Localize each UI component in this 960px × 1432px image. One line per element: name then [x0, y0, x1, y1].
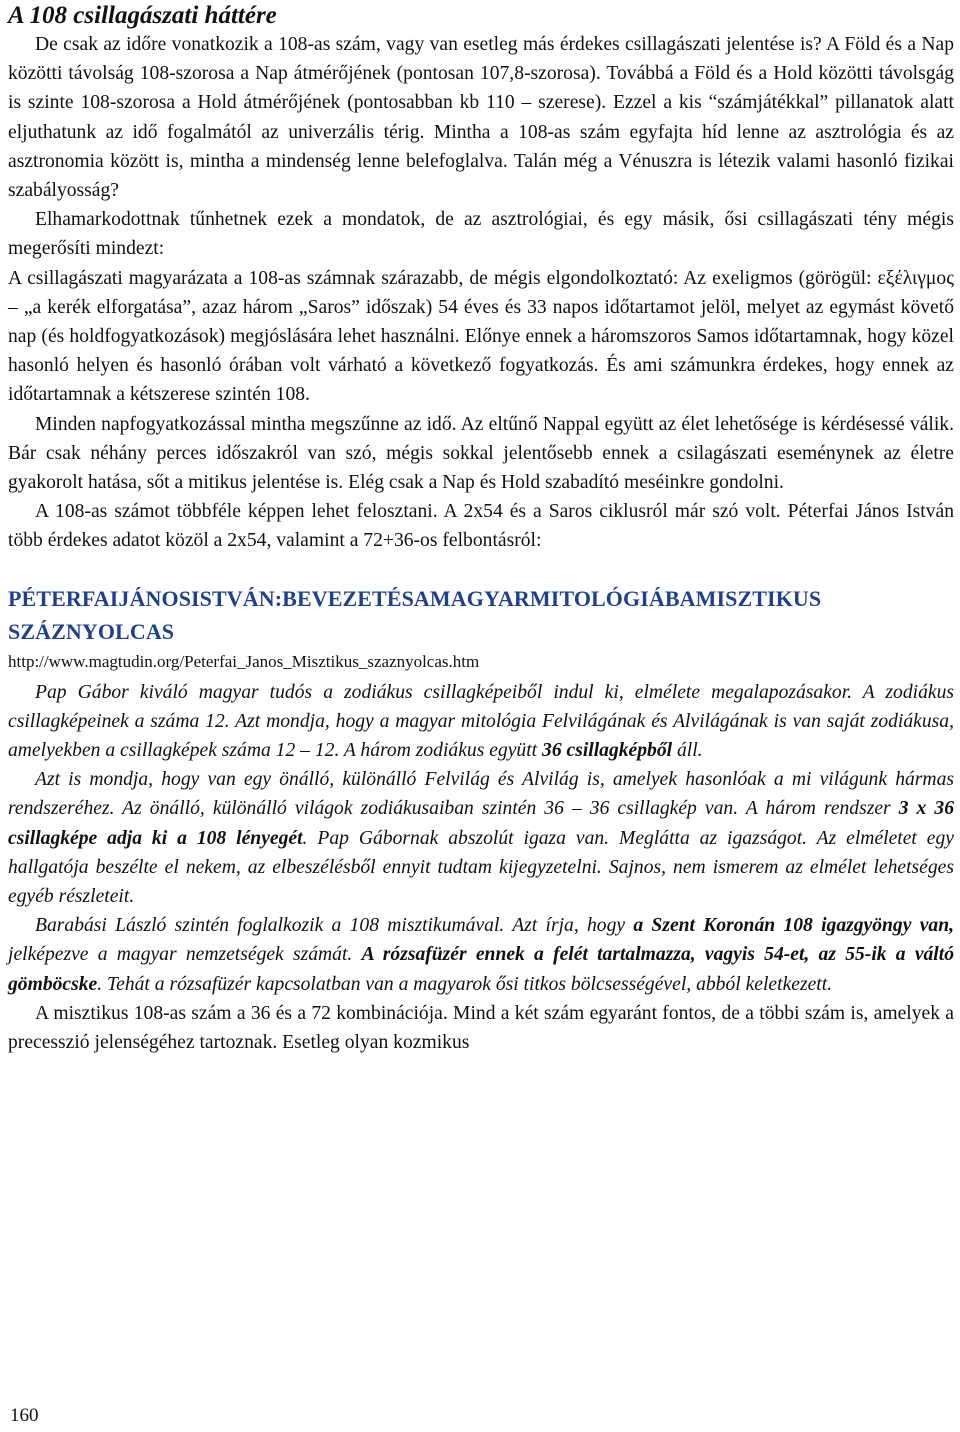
quote-emphasis: a Szent Koronán 108 igazgyöngy van, — [633, 915, 954, 937]
intro-paragraph-3: A csillagászati magyarázata a 108-as számnak szárazabb, de mégis elgondolkoztató: Az exeligmos (görögül: εξέλιγμος – „a kerék elforgatása”, azaz három „Saros” időszak) 54 éves és 33 napos időtartamot jelöl, melyet az egymást követő nap (és holdfogyatkozások) megjóslására lehet használni. Előnye ennek a háromszoros Samos időtartamnak, hogy közel hasonló helyen és hasonló órában volt várható a következő fogyatkozás. És ami számunkra érdekes, hogy ennek az időtartamnak a kétszerese szintén 108. — [8, 267, 954, 406]
spacer — [8, 556, 954, 582]
quote-text: Barabási László szintén foglalkozik a 108 misztikumával. Azt írja, hogy — [35, 915, 634, 937]
document-page — [8, 0, 954, 1057]
page-heading: A 108 csillagászati háttére — [8, 2, 277, 29]
quote-text: Azt is mondja, hogy van egy önálló, különálló Felvilág és Alvilág is, amelyek hasonlóak a mi világunk hármas rendszeréhez. Az önálló, különálló világok zodiákusaiban szintén 36 – 36 csillagkép van. A három rendszer — [8, 769, 954, 820]
quoted-excerpt — [8, 678, 954, 999]
closing-paragraph: A misztikus 108-as szám a 36 és a 72 kombinációja. Mind a két szám egyaránt fontos, de a többi szám is, amelyek a precesszió jelenségéhez tartoznak. Esetleg olyan kozmikus — [8, 1002, 954, 1054]
intro-paragraph-1: De csak az időre vonatkozik a 108-as szám, vagy van esetleg más érdekes csillagászati jelentése is? A Föld és a Nap közötti távolság 108-szorosa a Nap átmérőjének (pontosan 107,8-szorosa). Továbbá a Föld és a Hold közötti távolsgág is szinte 108-szorosa a Hold átmérőjének (pontosabban kb 110 – szerese). Ezzel a kis “számjátékkal” pillanatok alatt eljuthatunk az idő fogalmától az univerzális térig. Mintha a 108-as szám egyfajta híd lenne az asztrológia és az asztronomia között is, mintha a mindenség lenne belefoglalva. Talán még a Vénuszra is létezik valami hasonló fizikai szabályosság? — [8, 34, 954, 202]
quote-emphasis: 36 csillagképből — [542, 740, 673, 762]
quote-emphasis: A rózsafüzér ennek a felét tartalmazza, vagyis 54-et, az 55-ik a váltó gömböcske — [8, 944, 954, 995]
quote-text: jelképezve a magyar nemzetségek számát. — [8, 944, 362, 966]
quote-text: Pap Gábor kiváló magyar tudós a zodiákus csillagképeiből indul ki, elmélete megalapozásakor. A zodiákus csillagképeinek a száma 12. Azt mondja, hogy a magyar mitológia Felvilágának és Alvilágának is van saját zodiákusa, amelyekben a csillagképek száma 12 – 12. A három zodiákus együtt — [8, 681, 954, 762]
quote-text: . Pap Gábornak abszolút igaza van. Meglátta az igazságot. Az elméletet egy hallgatója beszélte el nekem, az elbeszélésből ennyit tudtam kijegyzetelni. Sajnos, nem ismerem az elmélet lehetséges egyéb részleteit. — [8, 827, 954, 908]
quote-paragraph-2 — [8, 765, 954, 911]
quote-emphasis: 3 x 36 csillagképe adja ki a 108 lényegét — [8, 798, 954, 849]
source-url-link[interactable]: http://www.magtudin.org/Peterfai_Janos_Misztikus_szaznyolcas.htm — [8, 651, 480, 671]
intro-paragraph-2: Elhamarkodottnak tűnhetnek ezek a mondatok, de az asztrológiai, és egy másik, ősi csillagászati tény mégis megerősíti mindezt: — [8, 209, 954, 260]
quote-text: áll. — [672, 740, 703, 762]
section-title: PÉTERFAIJÁNOSISTVÁN:BEVEZETÉSAMAGYARMITOLÓGIÁBAMISZTIKUS SZÁZNYOLCAS — [8, 585, 822, 644]
quote-paragraph-1 — [8, 678, 954, 766]
page-number: 160 — [10, 1405, 39, 1426]
quote-paragraph-3 — [8, 911, 954, 999]
quote-text: . Tehát a rózsafüzér kapcsolatban van a magyarok ősi titkos bölcsességével, abból keletkezett. — [97, 973, 833, 995]
intro-paragraph-4: Minden napfogyatkozással mintha megszűnne az idő. Az eltűnő Nappal együtt az élet lehetősége is kérdésessé válik. Bár csak néhány perces időszakról van szó, mégis sokkal jelentősebb ennek a csilagászati eseménynek az életre gyakorolt hatása, sőt a mitikus jelentése is. Elég csak a Nap és Hold szabadító meséinkre gondolni. — [8, 413, 954, 494]
intro-paragraph-5: A 108-as számot többféle képpen lehet felosztani. A 2x54 és a Saros ciklusról már szó volt. Péterfai János István több érdekes adatot közöl a 2x54, valamint a 72+36-os felbontásról: — [8, 501, 954, 552]
